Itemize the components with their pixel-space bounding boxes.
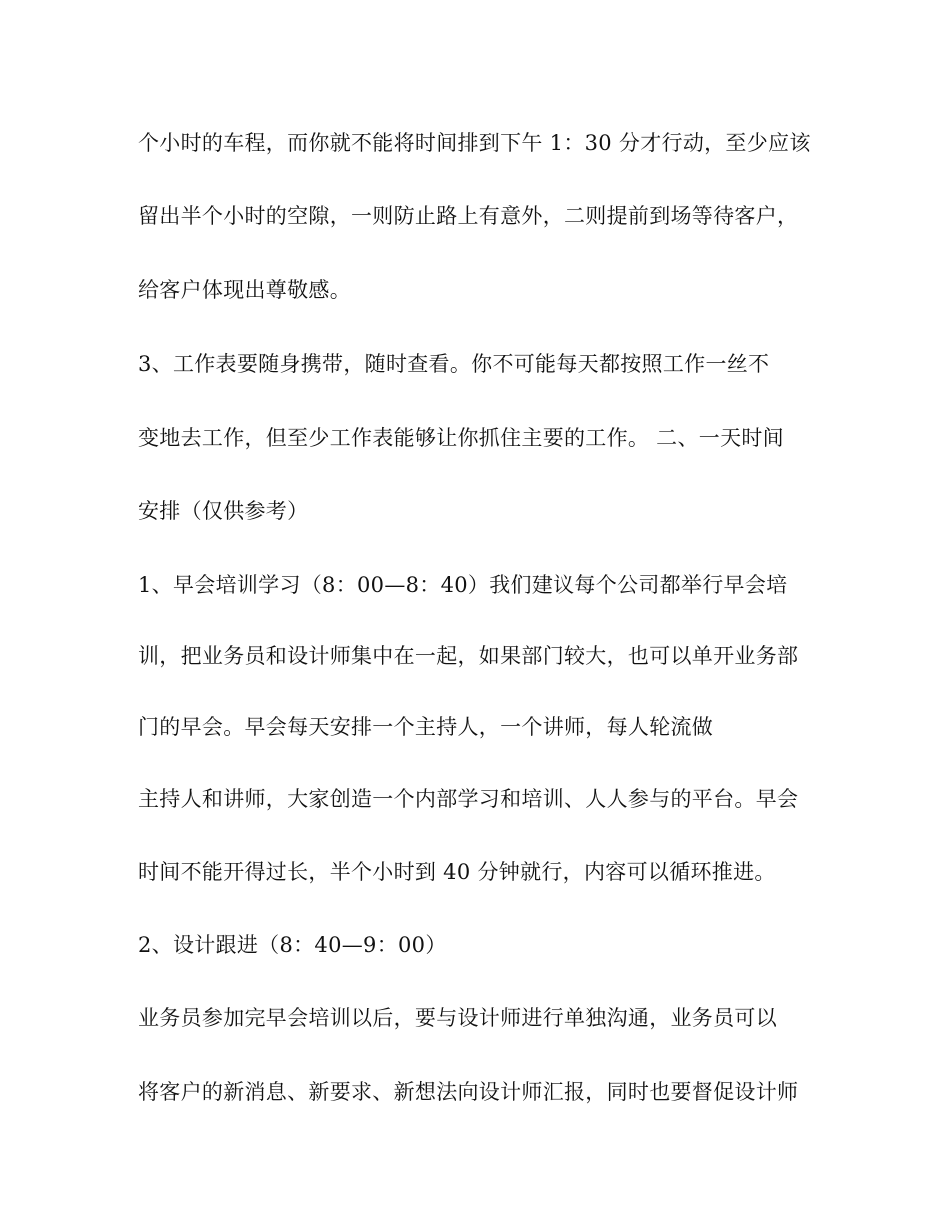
text-line: 个小时的车程，而你就不能将时间排到下午 1：30 分才行动，至少应该 xyxy=(138,131,811,155)
text-line: 留出半个小时的空隙，一则防止路上有意外，二则提前到场等待客户， xyxy=(138,204,799,228)
text-line: 3、工作表要随身携带，随时查看。你不可能每天都按照工作一丝不 xyxy=(138,352,770,376)
text-line: 时间不能开得过长，半个小时到 40 分钟就行，内容可以循环推进。 xyxy=(138,860,776,884)
text-line: 安排（仅供参考） xyxy=(138,499,309,523)
text-line: 给客户体现出尊敬感。 xyxy=(138,278,351,302)
text-line: 将客户的新消息、新要求、新想法向设计师汇报，同时也要督促设计师 xyxy=(138,1080,799,1104)
text-line: 1、早会培训学习（8：00—8：40）我们建议每个公司都举行早会培 xyxy=(138,573,788,597)
text-line: 门的早会。早会每天安排一个主持人，一个讲师，每人轮流做 xyxy=(138,715,714,739)
text-line: 训，把业务员和设计师集中在一起，如果部门较大，也可以单开业务部 xyxy=(138,644,799,668)
text-line: 业务员参加完早会培训以后，要与设计师进行单独沟通，业务员可以 xyxy=(138,1006,777,1030)
text-line: 主持人和讲师，大家创造一个内部学习和培训、人人参与的平台。早会 xyxy=(138,787,799,811)
text-line: 变地去工作，但至少工作表能够让你抓住主要的工作。 二、一天时间 xyxy=(138,426,784,450)
text-line: 2、设计跟进（8：40—9：00） xyxy=(138,933,447,957)
